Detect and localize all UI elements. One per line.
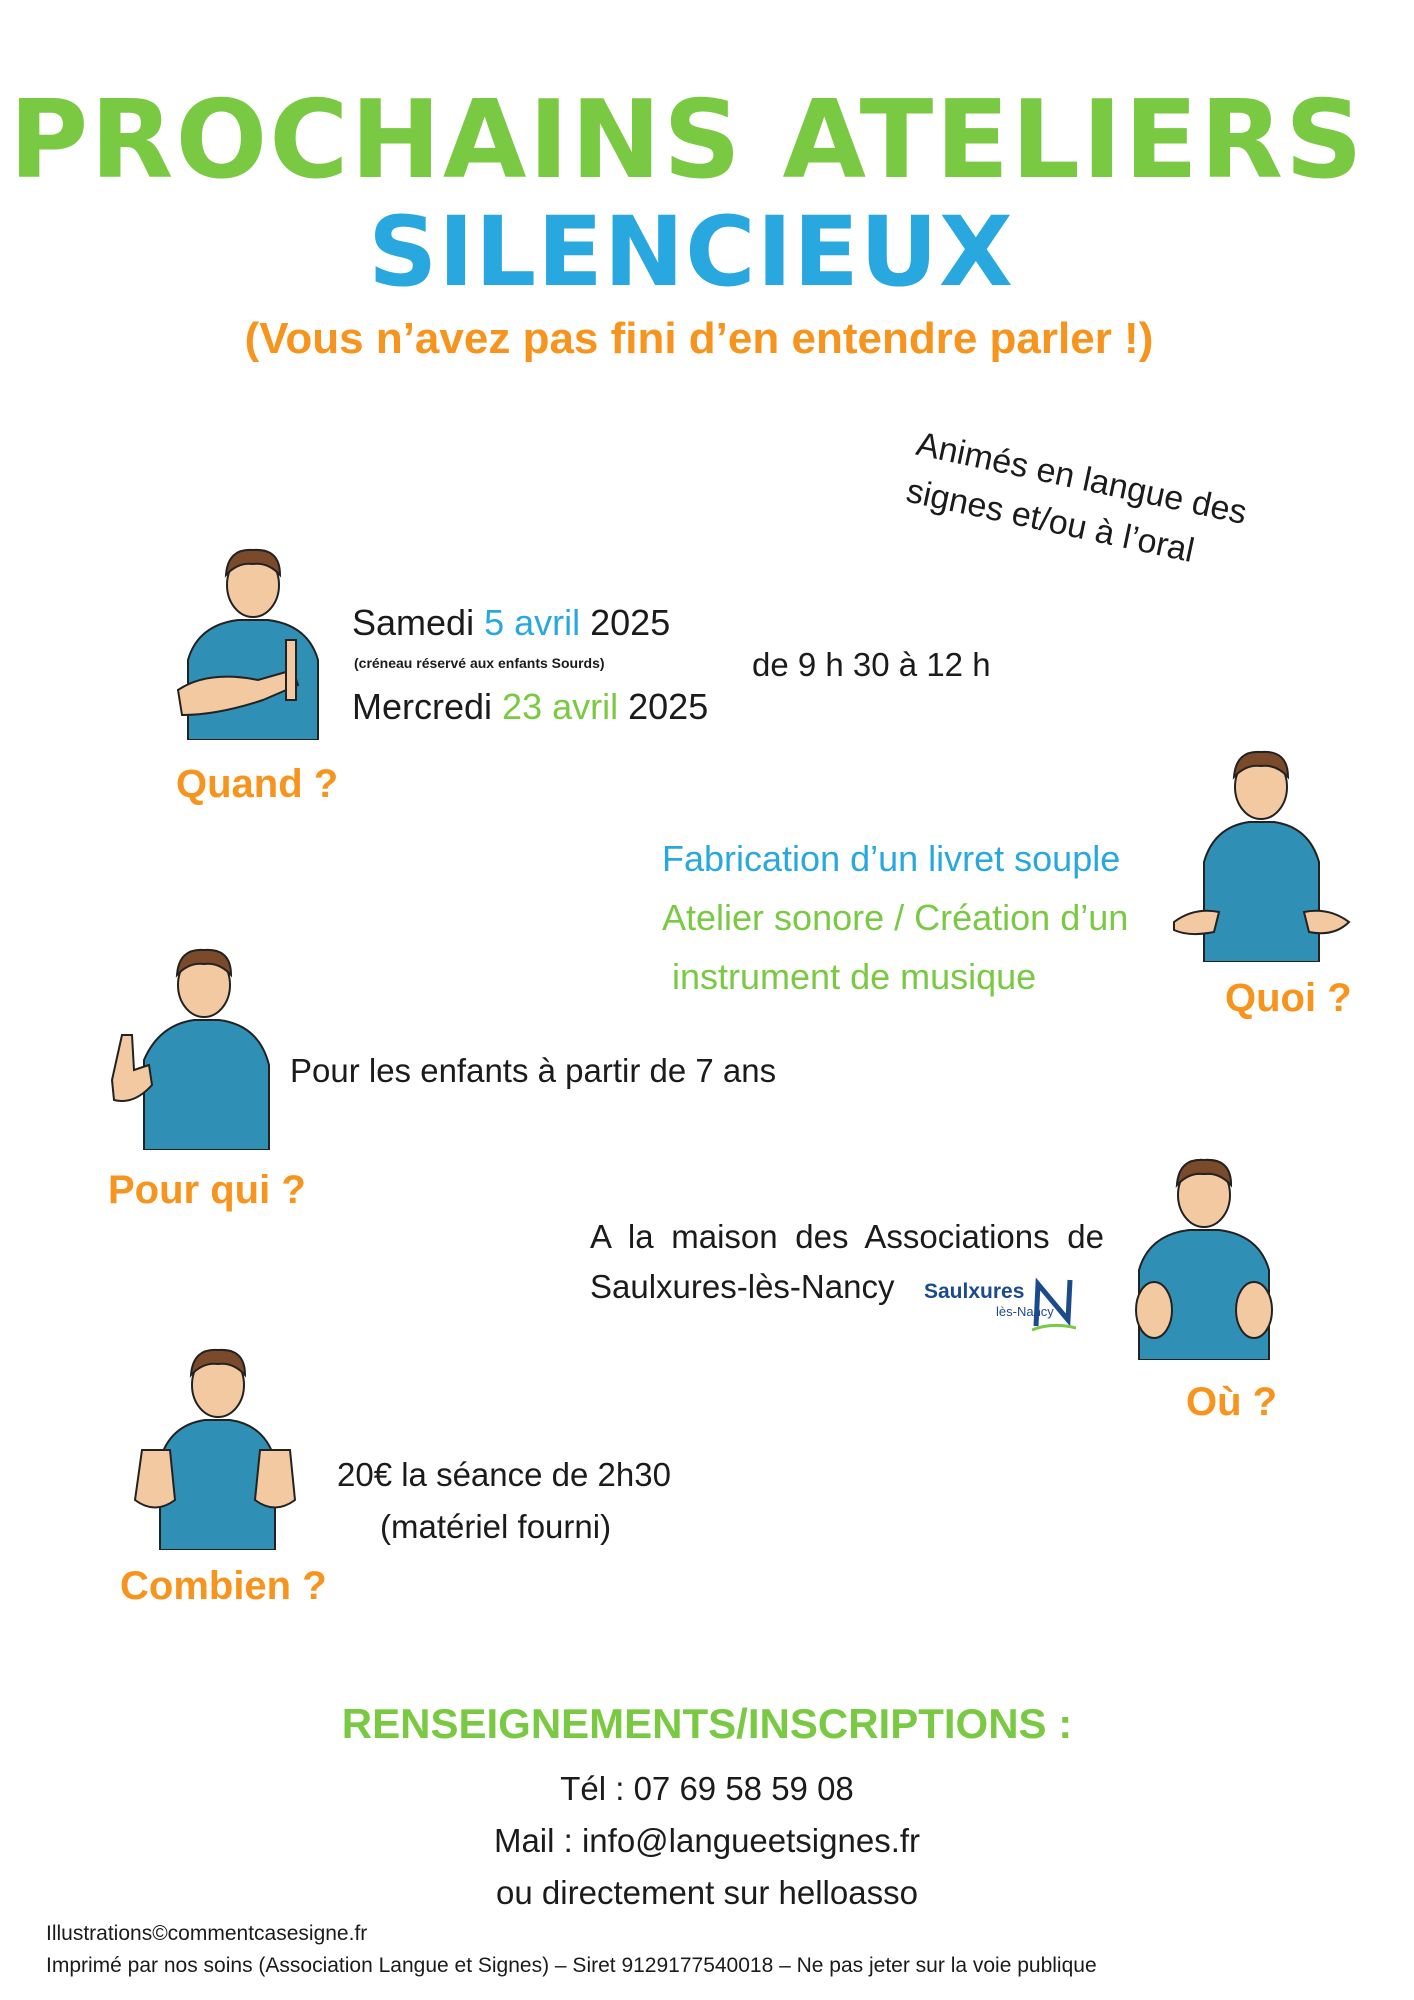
signer-price-figure: [130, 1340, 300, 1550]
logo-text: Saulxures: [924, 1280, 1025, 1303]
contact-phone: Tél : 07 69 58 59 08: [560, 1770, 854, 1807]
where-line2: Saulxures-lès-Nancy: [590, 1268, 895, 1305]
price-line2: (matériel fourni): [380, 1508, 612, 1545]
logo-sub: lès-Nancy: [996, 1304, 1054, 1319]
price-label: Combien ?: [120, 1564, 327, 1608]
date2-year: 2025: [628, 686, 709, 727]
saulxures-logo: [924, 1280, 1084, 1340]
signer-when-figure: [168, 540, 338, 740]
date2: [352, 686, 708, 728]
for-whom-label: Pour qui ?: [108, 1168, 306, 1212]
logo-swoosh-icon: [1032, 1276, 1076, 1334]
contact-title: RENSEIGNEMENTS/INSCRIPTIONS :: [341, 1700, 1073, 1747]
footer-credits: Illustrations©commentcasesigne.fr: [46, 1922, 368, 1945]
date1-highlight: 5 avril: [484, 602, 581, 643]
date2-highlight: 23 avril: [502, 686, 619, 727]
date1-year: 2025: [590, 602, 671, 643]
date1-prefix: Samedi: [352, 602, 475, 643]
date2-prefix: Mercredi: [352, 686, 493, 727]
what-line2: Atelier sonore / Création d’un: [662, 897, 1129, 938]
contact-mail[interactable]: Mail : info@langueetsignes.fr: [493, 1822, 921, 1859]
what-line3: instrument de musique: [672, 956, 1037, 997]
title-line1: PROCHAINS ATELIERS: [9, 78, 1365, 203]
title-line2: SILENCIEUX: [368, 196, 1014, 308]
date1-note: (créneau réservé aux enfants Sourds): [354, 655, 605, 671]
animated-note: Animés en langue des signes et/ou à l’oral: [903, 424, 1251, 570]
where-label: Où ?: [1186, 1380, 1278, 1424]
signer-what-figure: [1164, 742, 1354, 962]
footer-printed: Imprimé par nos soins (Association Langue et Signes) – Siret 9129177540018 – Ne pas jeter sur la voie publique: [46, 1954, 1097, 1977]
time: de 9 h 30 à 12 h: [752, 646, 991, 683]
what-label: Quoi ?: [1225, 976, 1352, 1020]
signer-for-whom-figure: [104, 940, 284, 1150]
date1: [352, 602, 670, 644]
what-line1: Fabrication d’un livret souple: [662, 838, 1121, 879]
when-label: Quand ?: [176, 762, 339, 806]
price-line1: 20€ la séance de 2h30: [337, 1456, 671, 1493]
where-line1: A la maison des Associations de: [590, 1218, 1104, 1255]
signer-where-figure: [1124, 1150, 1284, 1360]
subtitle: (Vous n’avez pas fini d’en entendre parler !): [244, 314, 1154, 363]
for-whom-text: Pour les enfants à partir de 7 ans: [290, 1052, 777, 1089]
contact-other: ou directement sur helloasso: [496, 1874, 918, 1911]
